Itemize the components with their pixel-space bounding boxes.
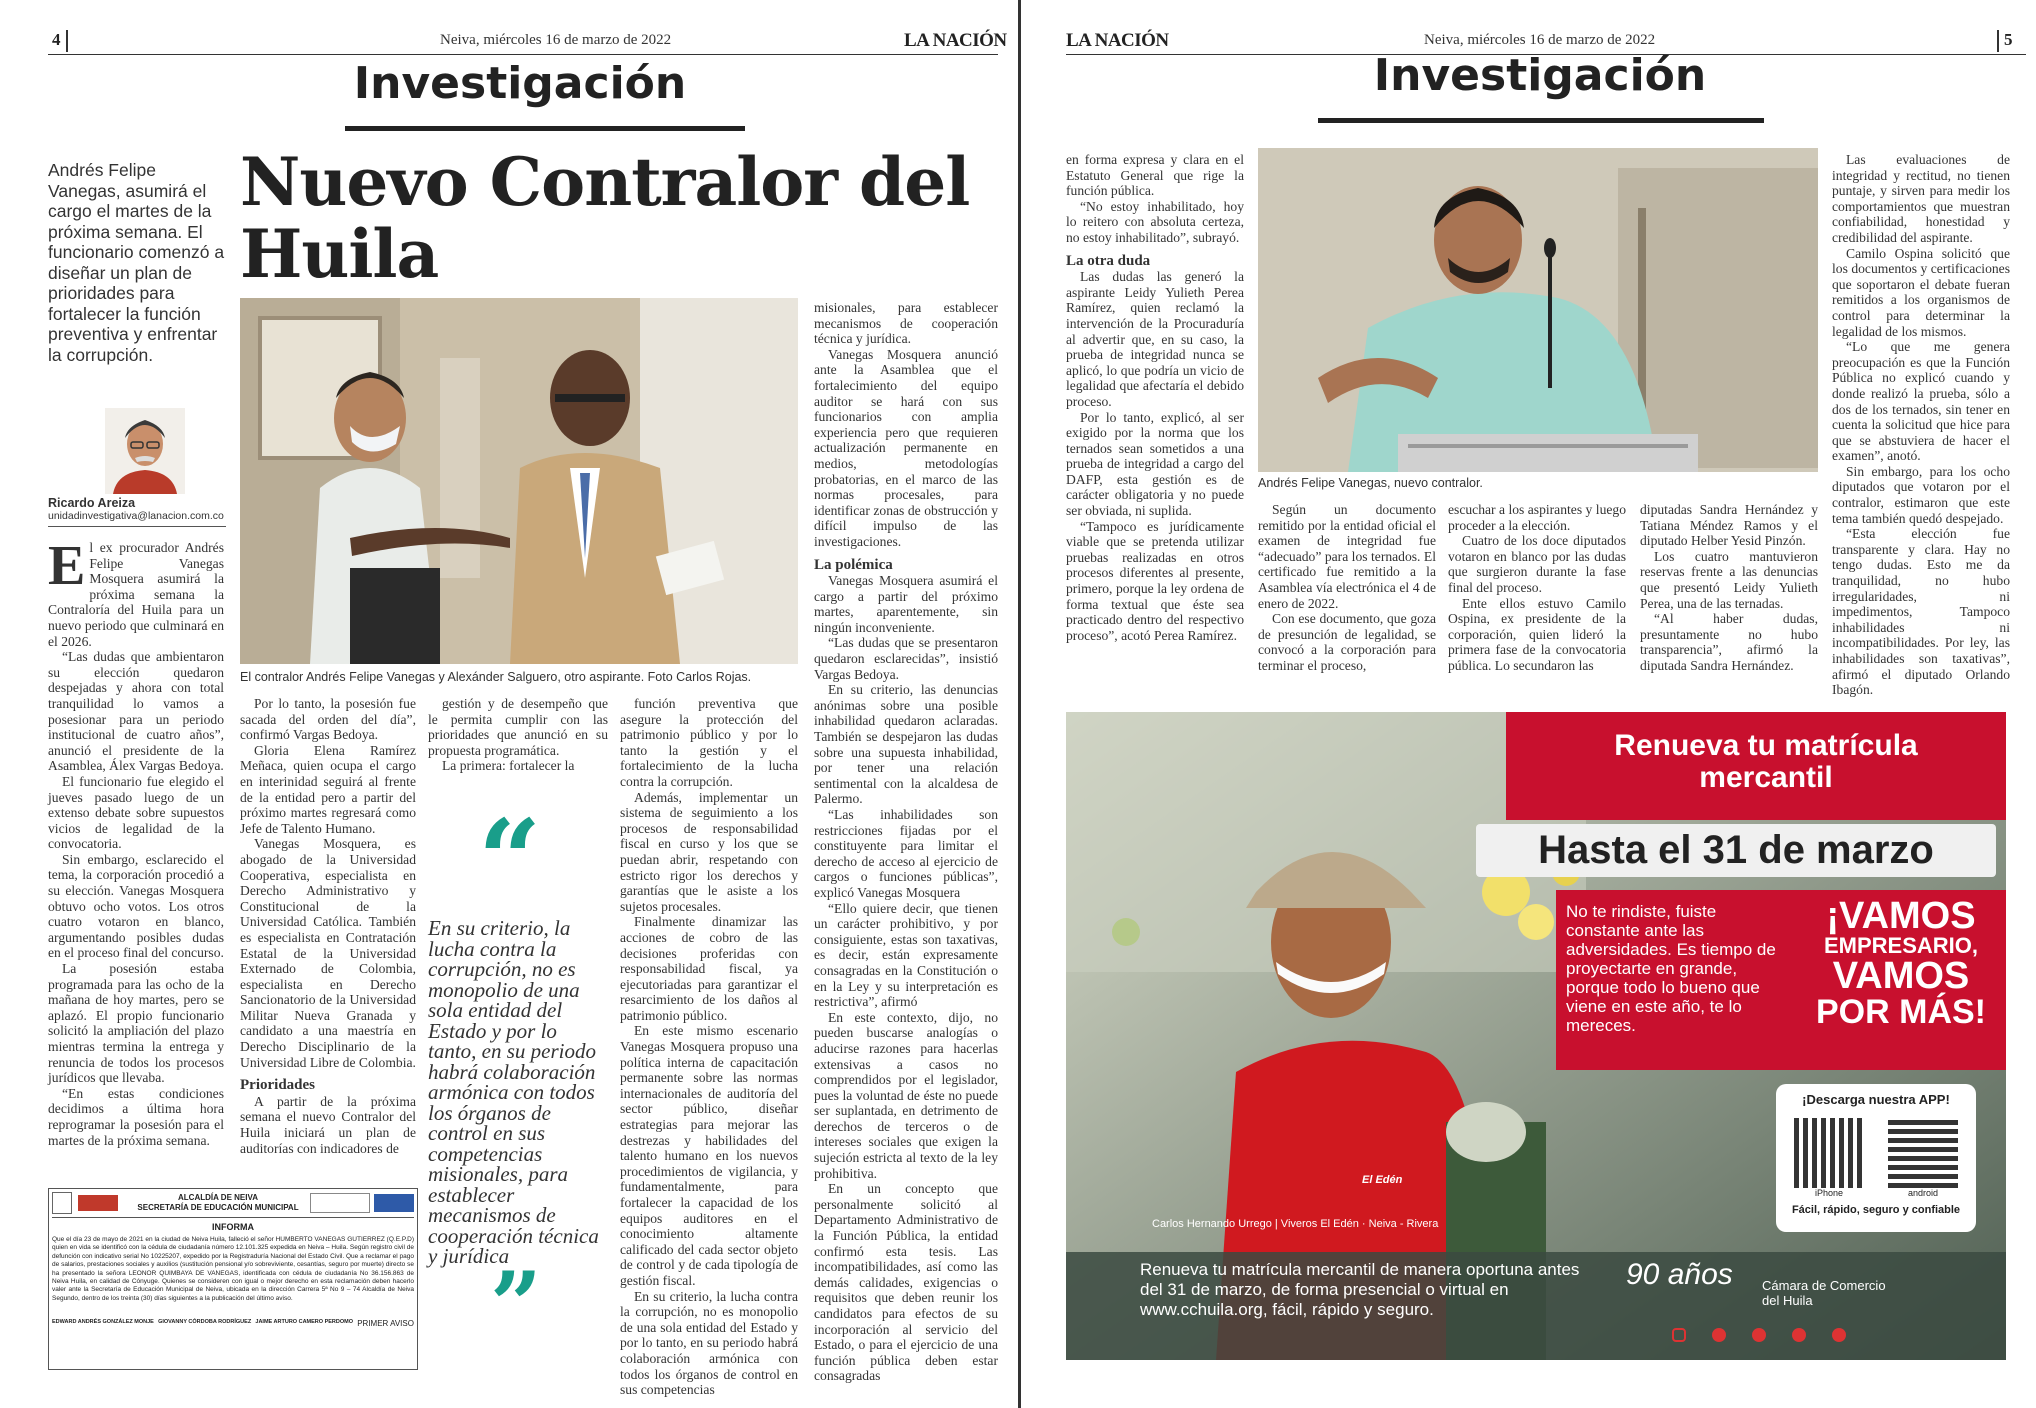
- page-number: 4: [52, 30, 61, 49]
- web-icon[interactable]: [1832, 1328, 1846, 1342]
- app-download-title: ¡Descarga nuestra APP!: [1802, 1092, 1950, 1107]
- qr-android-icon[interactable]: [1888, 1118, 1958, 1188]
- article-column-2: Por lo tanto, la posesión fue sacada del orden del día”, confirmó Vargas Bedoya. Gloria Elena Ramírez Meñaca, quien ocupa el cargo en interinidad seguirá al frente de la entidad pero a partir del próximo martes regresará como Jefe de Talento Humano. Vanegas Mosquera, es abogado de la Universidad Cooperativa, especialista en Derecho Administrativo y Constitucional de la Universidad Católica. También es especialista en Contratación Estatal de la Universidad Externado de Colombia, especialista en Derecho Sancionatorio de la Universidad Militar Nueva Granada y candidato a una maestría en Derecho Disciplinario de la Universidad Libre de Colombia. Prioridades A partir de la próxima semana el nuevo Contralor del Huila iniciará un plan de auditorías con indicadores de: [240, 696, 416, 1156]
- coat-of-arms-icon: [52, 1192, 72, 1214]
- section-rule: [345, 126, 745, 131]
- notice-body: Que el día 23 de mayo de 2021 en la ciudad de Neiva Huila, falleció el señor HUMBERTO VANEGAS GUTIERREZ (Q.E.P.D) quien en vida se identificó con la cédula de ciudadanía número 12.101.325 expedida en Neiva – Huila. Según registro civil de defunción con indicativo serial No 10225207, expedido por la Registraduría Nacional del Estado Civil. Que a reclamar el pago de salarios, prestaciones sociales y auxilios (sustitución pensional y/o sobreviviente, cesantías, seguro por muerte) directo se ha presentado la señora LEONOR QUIMBAYA DE VANEGAS, identificada con cédula de ciudadanía No 36.156.863 de Neiva Huila, en calidad de Cónyuge. Quienes se consideren con igual o mejor derecho en esta reclamación deben hacerlo valer ante la Secretaría de Educación Municipal de Neiva, ubicada en la dirección Carrera 5ª No 9 – 74 Alcaldía de Neiva Segundo, dentro de los treinta (30) días siguientes a la publicación del último aviso.: [52, 1236, 414, 1302]
- subhead-polemica: La polémica: [814, 556, 893, 573]
- signature-3: JAIME ARTURO CAMERO PERDOMO: [255, 1319, 353, 1326]
- subhead-prioridades: Prioridades: [240, 1077, 315, 1094]
- top-rule: [48, 54, 998, 55]
- article-column-1: en forma expresa y clara en el Estatuto General que rige la función pública. “No estoy inhabilitado, hoy lo reitero con absoluta certeza, no estoy inhabilitado”, subrayó. La otra duda Las dudas las generó la aspirante Leidy Yulieth Perea Ramírez, quien reclamó la intervención de la Procuraduría al advertir que, en su caso, la prueba de integridad nunca se aplicó, lo que podría un vicio de legalidad que afectaría el debido proceso. Por lo tanto, explicó, al ser exigido por la norma que los ternados sean sometidos a una prueba de integridad a cargo del DAFP, esta gestión es de carácter obligatoria y no puede ser obviada, ni suplida. “Tampoco es jurídicamente viable que se pretenda utilizar pruebas realizadas en otros procesos diferentes al presente, primero, porque la ley ordena de forma textual que éste sea practicado dentro del respectivo proceso”, acotó Perea Ramírez.: [1066, 152, 1244, 643]
- facebook-icon[interactable]: [1712, 1328, 1726, 1342]
- notice-org: ALCALDÍA DE NEIVA: [178, 1193, 258, 1202]
- drop-cap: E: [48, 535, 86, 597]
- article-column-2: Según un documento remitido por la entidad oficial el examen de integridad fue “adecuado” para los ternados. El certificado fue remitido a la Asamblea vía electrónica el 4 de enero de 2022. Con ese documento, que goza de presunción de legalidad, se convocó a la corporación para terminar el proceso,: [1258, 502, 1436, 673]
- author-email[interactable]: unidadinvestigativa@lanacion.com.co: [48, 510, 224, 522]
- ad-deadline: Hasta el 31 de marzo: [1476, 824, 1996, 877]
- page-number: 5: [2004, 30, 2013, 49]
- ad-cta: ¡VAMOS EMPRESARIO, VAMOS POR MÁS!: [1816, 895, 1986, 1031]
- dateline: Neiva, miércoles 16 de marzo de 2022: [440, 32, 672, 48]
- ad-message: No te rindiste, fuiste constante ante las adversidades. Es tiempo de proyectarte en grande, porque todo lo bueno que viene en este año, te lo mereces.: [1566, 902, 1776, 1035]
- shirt-logo: El Edén: [1362, 1174, 1403, 1186]
- doc-code-box: [310, 1193, 370, 1213]
- headline: Nuevo Contralor del Huila: [240, 143, 970, 293]
- page-gutter: [1018, 0, 1030, 1408]
- signature-2: GIOVANNY CÓRDOBA RODRÍGUEZ: [158, 1319, 252, 1326]
- social-icons: [1672, 1328, 1846, 1342]
- section-title: Investigación: [353, 58, 687, 109]
- notice-dept: SECRETARÍA DE EDUCACIÓN MUNICIPAL: [137, 1203, 299, 1212]
- article-column-1: El ex procurador Andrés Felipe Vanegas Mosquera asumirá la próxima semana la Contraloría del Huila para un nuevo periodo que culminará en el 2026. “Las dudas que ambientaron su elección quedaron despejadas y ahora con total tranquilidad lo vamos a posesionar para un periodo institucional de cuatro años”, anunció el presidente de la Asamblea, Álex Vargas Bedoya. El funcionario fue elegido el jueves pasado luego de un extenso debate sobre supuestos vicios de legalidad de la convocatoria. Sin embargo, esclarecido el tema, la corporación procedió a su elección. Vanegas Mosquera obtuvo ocho votos. Los otros cuatro votaron en blanco, argumentando posibles dudas en el proceso final del concurso. La posesión estaba programada para las ocho de la mañana de hoy martes, pero se aplazó. El propio funcionario solicitó la ampliación del plazo mientras termina la entrega y renuncia de todos los procesos jurídicos que llevaba. “En estas condiciones decidimos a última hora reprogramar la posesión para el martes de la próxima semana.: [48, 535, 224, 1148]
- anniversary-logo: 90 años: [1626, 1258, 1733, 1291]
- advertisement[interactable]: [1066, 712, 2006, 1360]
- municipal-logo-icon: [78, 1195, 118, 1211]
- notice-tag: PRIMER AVISO: [357, 1319, 414, 1329]
- author-photo: [105, 408, 185, 494]
- pull-quote: En su criterio, la lucha contra la corrupción, no es monopolio de una sola entidad del Estado y por lo tanto, en su periodo habrá colaboración armónica con todos los órganos de control en sus competencias misionales, para establecer mecanismos de cooperación técnica y jurídica: [428, 916, 599, 1268]
- close-quote-icon: ”: [490, 1252, 542, 1358]
- legal-notice: [48, 1188, 418, 1370]
- twitter-icon[interactable]: [1752, 1328, 1766, 1342]
- ad-bottom-text: Renueva tu matrícula mercantil de manera oportuna antes del 31 de marzo, de forma presencial o virtual en www.cchuila.org, fácil, rápido y seguro.: [1140, 1260, 1580, 1319]
- section-rule: [1318, 118, 1764, 123]
- dateline: Neiva, miércoles 16 de marzo de 2022: [1424, 32, 1656, 48]
- qr-iphone-icon[interactable]: [1794, 1118, 1864, 1188]
- article-photo: [240, 298, 798, 664]
- notice-title: INFORMA: [212, 1222, 254, 1232]
- qr-iphone-label: iPhone: [1814, 1188, 1844, 1198]
- ad-title: Renueva tu matrícula mercantil: [1614, 729, 1918, 794]
- lead-paragraph: Andrés Felipe Vanegas, asumirá el cargo el martes de la próxima semana. El funcionario comenzó a diseñar un plan de prioridades para fortalecer la función preventiva y enfrentar la corrupción.: [48, 160, 225, 365]
- author-name: Ricardo Areiza: [48, 496, 136, 510]
- instagram-icon[interactable]: [1672, 1328, 1686, 1342]
- app-tagline: Fácil, rápido, seguro y confiable: [1791, 1204, 1961, 1216]
- article-column-3: escuchar a los aspirantes y luego proceder a la elección. Cuatro de los doce diputados votaron en blanco por las dudas que surgieron durante la fase final del proceso. Ente ellos estuvo Camilo Ospina, ex presidente de la corporación, quien lideró la primera fase de la convocatoria pública. Lo secundaron las: [1448, 502, 1626, 673]
- neiva-logo-icon: [374, 1194, 414, 1212]
- article-column-3: gestión y de desempeño que le permita cumplir con las prioridades que anunció en su propuesta programática. La primera: fortalecer la: [428, 696, 608, 774]
- masthead-logo: LA NACIÓN: [1066, 30, 1169, 51]
- subhead-otra-duda: La otra duda: [1066, 252, 1151, 269]
- contralor-photo: [1258, 148, 1818, 472]
- youtube-icon[interactable]: [1792, 1328, 1806, 1342]
- article-column-4: función preventiva que asegure la protección del patrimonio público y por lo tanto la gestión y el fortalecimiento de la lucha contra la corrupción. Además, implementar un sistema de seguimiento a los procesos de responsabilidad fiscal en curso y los que se puedan abrir, respetando con estricto rigor los derechos y garantías que le asiste a los sujetos procesales. Finalmente dinamizar las acciones de cobro de las decisiones proferidas con responsabilidad fiscal, ya ejecutoriadas para garantizar el resarcimiento de los daños al patrimonio público. En este mismo escenario Vanegas Mosquera propuso una política interna de capacitación permanente sobre las normas internacionales de auditoría del sector público, diseñar estrategias para mejorar las destrezas y habilidades del talento humano en los nuevos procedimientos de vigilancia, y fundamentalmente, para fortalecer la capacidad de los equipos auditores en el conocimiento altamente calificado del cada sector objeto de control y de cada tipología de gestión fiscal. En su criterio, la lucha contra la corrupción, no es monopolio de una sola entidad del Estado y por lo tanto, en su periodo habrá colaboración armónica con todos los órganos de control en sus competencias: [620, 696, 798, 1398]
- section-title: Investigación: [1373, 50, 1707, 101]
- qr-android-label: android: [1907, 1188, 1939, 1198]
- app-download-box[interactable]: [1776, 1084, 1976, 1232]
- masthead-logo: LA NACIÓN: [904, 30, 1007, 51]
- article-column-4: diputadas Sandra Hernández y Tatiana Méndez Ramos y el diputado Helber Yesid Pinzón. Los cuatro mantuvieron reservas frente a las denuncias que presentó Leidy Yulieth Perea, una de las ternadas. “Al haber dudas, presuntamente no hubo transparencia”, afirmó la diputada Sandra Hernández.: [1640, 502, 1818, 673]
- brand-logo: Cámara de Comercio del Huila: [1762, 1278, 1886, 1308]
- photo-caption: El contralor Andrés Felipe Vanegas y Alexánder Salguero, otro aspirante. Foto Carlos Rojas.: [240, 670, 752, 684]
- article-column-5: misionales, para establecer mecanismos de cooperación técnica y jurídica. Vanegas Mosquera anunció ante la Asamblea que el fortalecimiento del equipo auditor se hará con sus funcionarios con amplia experiencia pero que requieren actualización permanente en medios, metodologías probatorias, en el marco de las normas procesales, para identificar zonas de obstrucción y difícil impulso de las investigaciones. La polémica Vanegas Mosquera asumirá el cargo a partir del próximo martes, aparentemente, sin ningún inconveniente. “Las dudas que se presentaron quedaron esclarecidas”, insistió Vargas Bedoya. En su criterio, las denuncias anónimas sobre una posible inhabilidad quedaron aclaradas. También se despejaron las dudas sobre una supuesta inhabilidad, por tener una relación sentimental con la alcaldesa de Palermo. “Las inhabilidades son restricciones fijadas por el constituyente para limitar el derecho de acceso al ejercicio de cargos o funciones públicas”, explicó Vanegas Mosquera “Ello quiere decir, que tienen un carácter prohibitivo, y por consiguiente, estas son taxativas, es decir, están expresamente consagradas en la Constitución o en la Ley y su interpretación es restrictiva”, afirmó En este contexto, dijo, no pueden buscarse analogías o aducirse razones para hacerlas extensivas a casos no comprendidos por el legislador, pues la voluntad de éste no puede ser suplantada, en detrimento de derechos de terceros o de intereses sociales que exigen la sujeción estricta al texto de la ley prohibitiva. En un concepto que personalmente solicitó al Departamento Administrativo de la Función Pública, la entidad confirmó esta tesis. Las incompatibilidades, así como las demás calidades, exigencias o requisitos que deben reunir los candidatos para efectos de su incorporación al servicio del Estado, o para el ejercicio de una función pública deben estar consagradas: [814, 300, 998, 1384]
- ad-photo-credit: Carlos Hernando Urrego | Viveros El Edén · Neiva - Rivera: [1152, 1218, 1439, 1230]
- article-column-5: Las evaluaciones de integridad y rectitud, no tienen puntaje, y sirven para medir los comportamientos que muestran confiabilidad, honestidad y credibilidad del aspirante. Camilo Ospina solicitó que los documentos y certificaciones que soportaron el debate fueran remitidos a los organismos de control para determinar la legalidad de los mismos. “Lo que me genera preocupación es que la Función Pública no explicó cuando y donde realizó la prueba, sólo a dos de los ternados, sin tener en cuenta la solicitud que hice para que se abstuviera de hacer el examen”, anotó. Sin embargo, para los ocho diputados que votaron por el contralor, estimaron que este tema también quedó despejado. “Esta elección fue transparente y clara. Hay no tengo dudas. Esto me da tranquilidad, no hubo irregularidades, ni impedimentos, Tampoco inhabilidades ni incompatibilidades. Por ley, las inhabilidades son taxativas”, afirmó el diputado Orlando Ibagón.: [1832, 152, 2010, 698]
- signature-1: EDWARD ANDRÉS GONZÁLEZ MONJE: [52, 1319, 154, 1326]
- photo-caption: Andrés Felipe Vanegas, nuevo contralor.: [1258, 476, 1483, 490]
- open-quote-icon: “: [478, 795, 542, 924]
